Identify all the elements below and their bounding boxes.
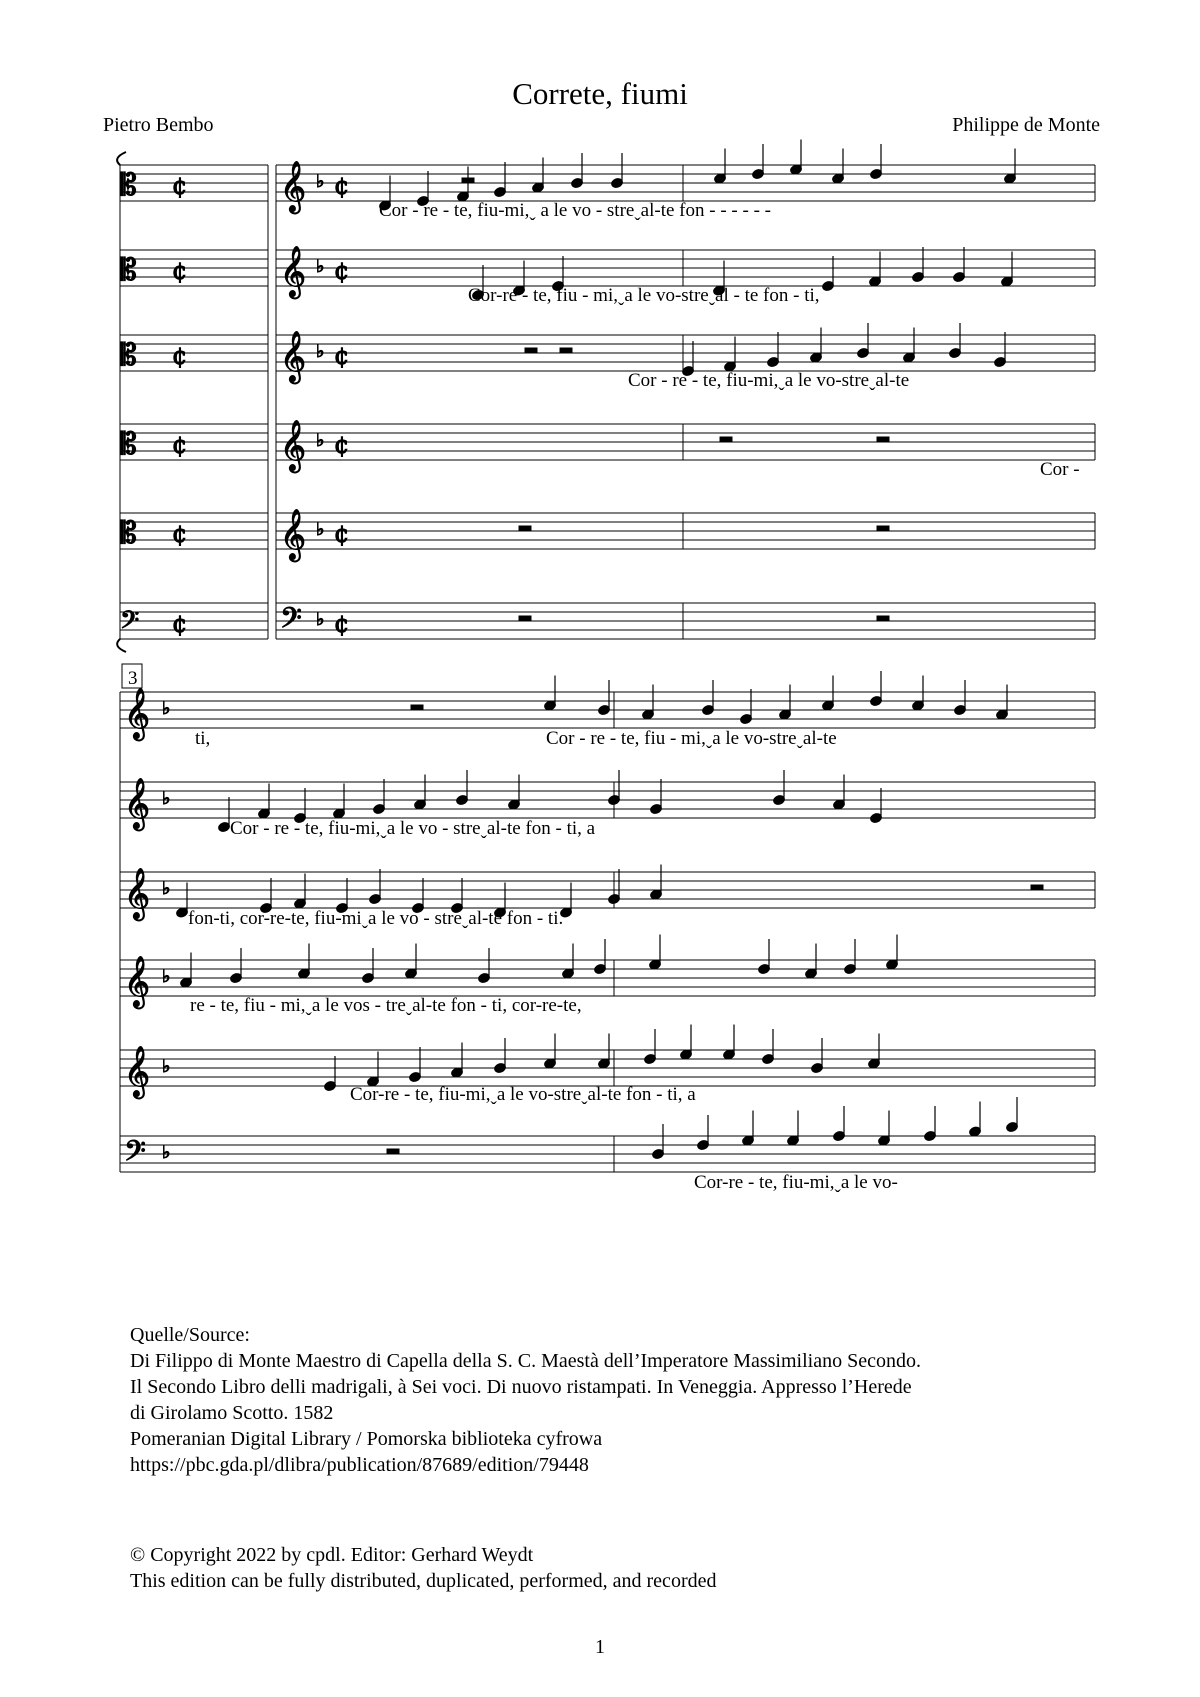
- copyright-line: © Copyright 2022 by cpdl. Editor: Gerhard Weydt: [130, 1544, 534, 1566]
- treble-clef: 𝄞: [280, 420, 307, 471]
- piece-title: Correte, fiumi: [512, 76, 688, 111]
- treble-clef: 𝄞: [280, 509, 307, 560]
- lyric-line: Cor - re - te, fiu-mi,ˬ a le vo - streˬal-te fon - - - - - -: [379, 200, 771, 221]
- treble-clef: 𝄞: [280, 246, 307, 297]
- flat-key-signature: ♭: [316, 341, 325, 362]
- lyric-line: Cor - re - te, fiu-mi,ˬa le vo-streˬal-te: [628, 370, 910, 391]
- cut-time-signature: ¢: [334, 257, 350, 285]
- bass-clef: 𝄢: [124, 1135, 146, 1175]
- rest: [877, 526, 889, 531]
- rest: [560, 348, 572, 353]
- flat-key-signature: ♭: [162, 1142, 171, 1163]
- rest: [411, 705, 423, 710]
- bass-clef: 𝄢: [280, 602, 302, 642]
- source-line: Pomeranian Digital Library / Pomorska biblioteka cyfrowa: [130, 1428, 603, 1450]
- flat-key-signature: ♭: [162, 878, 171, 899]
- flat-key-signature: ♭: [316, 430, 325, 451]
- lyric-line: Cor -: [1040, 459, 1080, 480]
- lyric-line: Cor-re - te, fiu-mi,ˬa le vo-: [694, 1172, 898, 1193]
- flat-key-signature: ♭: [162, 966, 171, 987]
- treble-clef: 𝄞: [124, 778, 151, 829]
- cut-time-signature: ¢: [334, 610, 350, 638]
- rest: [877, 616, 889, 621]
- cut-time-signature: ¢: [172, 172, 188, 200]
- cut-time-signature: ¢: [172, 431, 188, 459]
- rest: [462, 178, 474, 183]
- copyright-section: [130, 1542, 716, 1594]
- bracket-hook: [117, 152, 126, 165]
- flat-key-signature: ♭: [316, 519, 325, 540]
- flat-key-signature: ♭: [316, 609, 325, 630]
- cut-time-signature: ¢: [334, 431, 350, 459]
- source-line: Il Secondo Libro delli madrigali, à Sei voci. Di nuovo ristampati. In Veneggia. Appresso l’Herede: [130, 1376, 912, 1398]
- treble-clef: 𝄞: [280, 161, 307, 212]
- flat-key-signature: ♭: [316, 171, 325, 192]
- page-number: 1: [595, 1636, 605, 1658]
- cut-time-signature: ¢: [172, 342, 188, 370]
- cut-time-signature: ¢: [172, 610, 188, 638]
- lyric-line: ti,: [195, 728, 211, 749]
- lyric-line: Cor-re - te, fiu - mi,ˬa le vo-streˬal - te fon - ti,: [468, 285, 820, 306]
- incipit-clef: 𝄡: [120, 516, 137, 551]
- rest: [877, 437, 889, 442]
- treble-clef: 𝄞: [124, 868, 151, 919]
- cut-time-signature: ¢: [334, 342, 350, 370]
- flat-key-signature: ♭: [162, 788, 171, 809]
- cut-time-signature: ¢: [334, 520, 350, 548]
- cut-time-signature: ¢: [334, 172, 350, 200]
- rest: [387, 1149, 399, 1154]
- flat-key-signature: ♭: [162, 1056, 171, 1077]
- rest: [519, 616, 531, 621]
- rest: [720, 437, 732, 442]
- treble-clef: 𝄞: [280, 331, 307, 382]
- source-line: Di Filippo di Monte Maestro di Capella della S. C. Maestà dell’Imperatore Massimiliano Secondo.: [130, 1350, 921, 1372]
- flat-key-signature: ♭: [316, 256, 325, 277]
- incipit-clef: 𝄡: [120, 253, 137, 288]
- source-link[interactable]: https://pbc.gda.pl/dlibra/publication/87689/edition/79448: [130, 1454, 589, 1476]
- cut-time-signature: ¢: [172, 257, 188, 285]
- flat-key-signature: ♭: [162, 698, 171, 719]
- incipit-clef: 𝄡: [120, 338, 137, 373]
- treble-clef: 𝄞: [124, 1046, 151, 1097]
- measure-number: 3: [128, 668, 138, 689]
- source-line: di Girolamo Scotto. 1582: [130, 1402, 334, 1424]
- incipit-clef: 𝄡: [120, 168, 137, 203]
- lyric-line: Cor - re - te, fiu - mi,ˬa le vo-streˬal-te: [546, 728, 837, 749]
- poet-name: Pietro Bembo: [103, 114, 214, 136]
- lyric-line: Cor - re - te, fiu-mi,ˬa le vo - streˬal-te fon - ti, a: [230, 818, 596, 839]
- source-heading: Quelle/Source:: [130, 1324, 250, 1346]
- incipit-clef: 𝄢: [120, 606, 140, 641]
- incipit-clef: 𝄡: [120, 427, 137, 462]
- lyric-line: fon-ti, cor-re-te, fiu-miˬa le vo - streˬal-te fon - ti.: [188, 908, 564, 929]
- rest: [519, 526, 531, 531]
- treble-clef: 𝄞: [124, 956, 151, 1007]
- lyric-line: re - te, fiu - mi,ˬa le vos - treˬal-te fon - ti, cor-re-te,: [190, 995, 582, 1016]
- cut-time-signature: ¢: [172, 520, 188, 548]
- license-line: This edition can be fully distributed, duplicated, performed, and recorded: [130, 1570, 717, 1592]
- rest: [1031, 885, 1043, 890]
- lyric-line: Cor-re - te, fiu-mi,ˬa le vo-streˬal-te fon - ti, a: [350, 1084, 696, 1105]
- treble-clef: 𝄞: [124, 688, 151, 739]
- rest: [525, 348, 537, 353]
- composer-name: Philippe de Monte: [952, 114, 1100, 136]
- source-section: [130, 1322, 921, 1478]
